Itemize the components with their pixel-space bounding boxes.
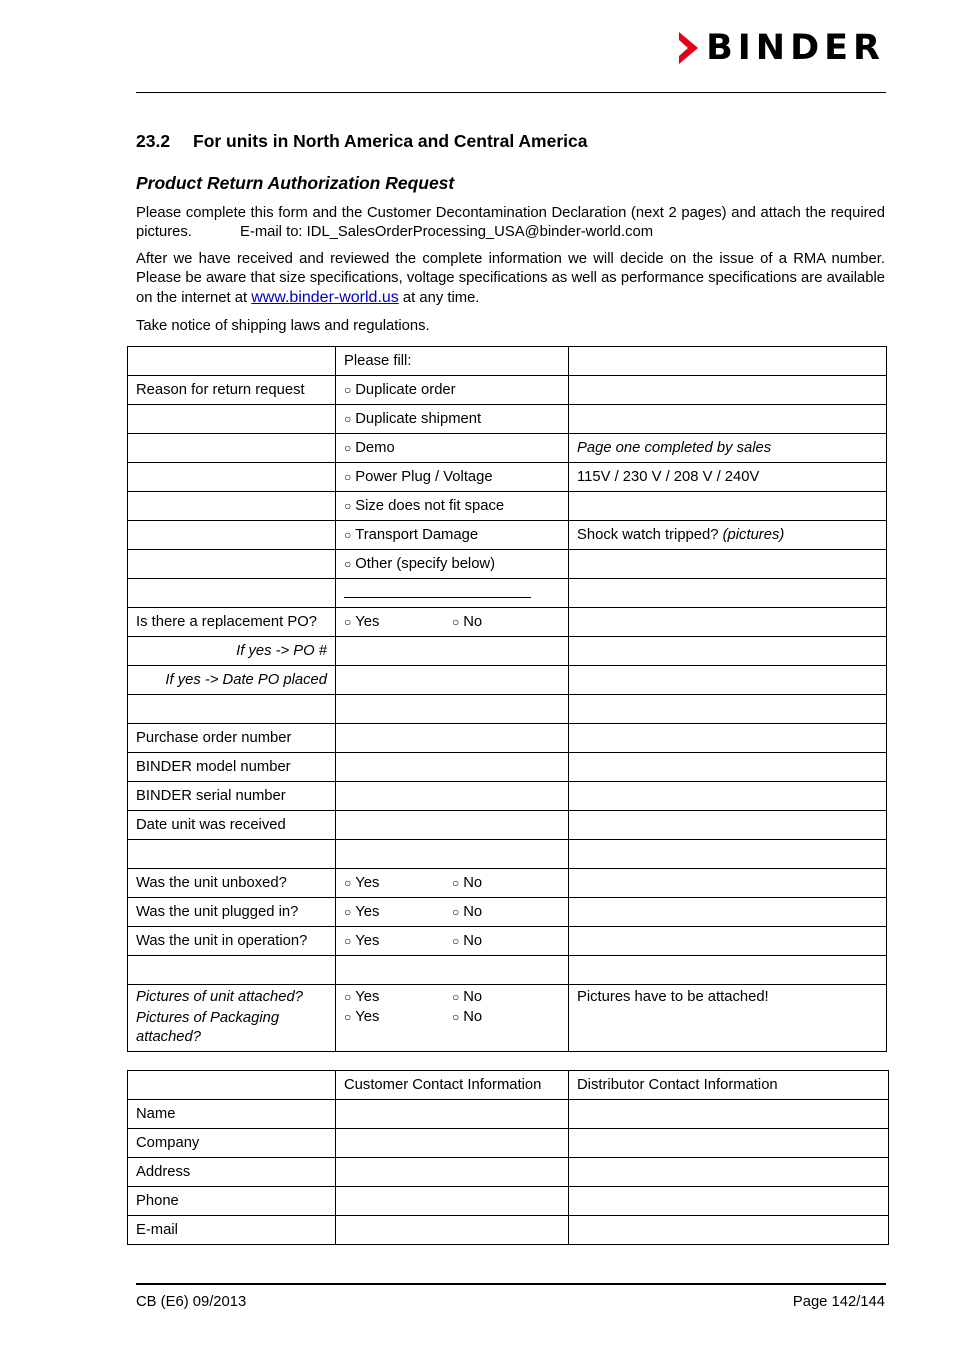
customer-phone-field[interactable]	[336, 1187, 569, 1216]
serial-number-field[interactable]	[336, 782, 569, 811]
table-row	[128, 956, 887, 985]
option-other[interactable]	[336, 550, 569, 579]
no-label: No	[463, 614, 483, 630]
purchase-order-label: Purchase order number	[128, 724, 336, 753]
radio-yes[interactable]	[344, 904, 452, 920]
option-label: Duplicate shipment	[355, 411, 482, 427]
distributor-phone-field[interactable]	[569, 1187, 889, 1216]
radio-yes[interactable]	[344, 1009, 452, 1025]
contact-label-name: Name	[128, 1100, 336, 1129]
intro-paragraph-2	[136, 250, 885, 308]
table-row	[128, 347, 887, 376]
model-number-field[interactable]	[336, 753, 569, 782]
option-size[interactable]	[336, 492, 569, 521]
radio-icon: ○	[344, 412, 352, 426]
table-row	[128, 1216, 889, 1245]
radio-yes[interactable]	[344, 933, 452, 949]
distributor-email-field[interactable]	[569, 1216, 889, 1245]
customer-contact-header: Customer Contact Information	[336, 1071, 569, 1100]
yes-label: Yes	[355, 904, 380, 920]
radio-no[interactable]	[452, 904, 560, 920]
option-duplicate-shipment[interactable]	[336, 405, 569, 434]
no-label: No	[463, 989, 483, 1005]
table-row	[128, 811, 887, 840]
yes-label: Yes	[355, 875, 380, 891]
yes-label: Yes	[355, 989, 380, 1005]
contact-label-phone: Phone	[128, 1187, 336, 1216]
no-label: No	[463, 875, 483, 891]
table-row	[128, 1100, 889, 1129]
pictures-unit-label: Pictures of unit attached?	[136, 989, 303, 1005]
no-label: No	[463, 933, 483, 949]
customer-email-field[interactable]	[336, 1216, 569, 1245]
customer-name-field[interactable]	[336, 1100, 569, 1129]
footer-doc-code: CB (E6) 09/2013	[136, 1294, 247, 1310]
model-number-label: BINDER model number	[128, 753, 336, 782]
purchase-order-field[interactable]	[336, 724, 569, 753]
distributor-address-field[interactable]	[569, 1158, 889, 1187]
radio-icon: ○	[344, 528, 352, 542]
option-label: Demo	[355, 440, 395, 456]
no-label: No	[463, 904, 483, 920]
customer-address-field[interactable]	[336, 1158, 569, 1187]
table-row	[128, 608, 887, 637]
yes-label: Yes	[355, 1009, 380, 1025]
table-row	[128, 753, 887, 782]
table-row	[128, 550, 887, 579]
radio-icon: ○	[452, 615, 460, 629]
binder-logo	[676, 30, 885, 66]
intro-text-2: After we have received and reviewed the complete information we will decide on the issue of a RMA number. Please be aware that size specifications, voltage specifications as well as performance specifications are available on the internet at	[136, 251, 885, 306]
table-row	[128, 927, 887, 956]
radio-icon: ○	[452, 990, 460, 1004]
header-rule	[136, 92, 886, 93]
po-number-field[interactable]	[336, 637, 569, 666]
intro-paragraph-1	[136, 204, 885, 242]
distributor-name-field[interactable]	[569, 1100, 889, 1129]
radio-icon: ○	[344, 499, 352, 513]
option-power-plug[interactable]	[336, 463, 569, 492]
intro-text-2-end: at any time.	[402, 290, 480, 306]
radio-icon: ○	[344, 1010, 352, 1024]
table-row	[128, 840, 887, 869]
table-row	[128, 579, 887, 608]
note-demo: Page one completed by sales	[569, 434, 887, 463]
option-label: Duplicate order	[355, 382, 456, 398]
operation-label: Was the unit in operation?	[128, 927, 336, 956]
option-label: Size does not fit space	[355, 498, 505, 514]
table-row	[128, 521, 887, 550]
red-triangle-arrow-icon	[676, 30, 702, 66]
customer-company-field[interactable]	[336, 1129, 569, 1158]
no-label: No	[463, 1009, 483, 1025]
table-row	[128, 782, 887, 811]
option-transport-damage[interactable]	[336, 521, 569, 550]
table-row	[128, 1071, 889, 1100]
table-row	[128, 463, 887, 492]
section-title: For units in North America and Central America	[193, 131, 588, 151]
serial-number-label: BINDER serial number	[128, 782, 336, 811]
table-row	[128, 666, 887, 695]
table-row	[128, 985, 887, 1052]
footer-rule	[136, 1283, 886, 1285]
radio-icon: ○	[344, 990, 352, 1004]
note-text: Shock watch tripped?	[577, 527, 719, 543]
note-transport	[569, 521, 887, 550]
po-date-label: If yes -> Date PO placed	[128, 666, 336, 695]
section-heading	[136, 131, 587, 152]
note-italic: (pictures)	[722, 527, 785, 543]
radio-icon: ○	[344, 557, 352, 571]
radio-icon: ○	[344, 441, 352, 455]
radio-yes[interactable]	[344, 989, 452, 1005]
radio-icon: ○	[344, 934, 352, 948]
po-date-field[interactable]	[336, 666, 569, 695]
distributor-company-field[interactable]	[569, 1129, 889, 1158]
radio-no[interactable]	[452, 933, 560, 949]
please-fill-header: Please fill:	[336, 347, 569, 376]
radio-icon: ○	[344, 905, 352, 919]
yes-label: Yes	[355, 614, 380, 630]
contact-label-company: Company	[128, 1129, 336, 1158]
radio-icon: ○	[452, 905, 460, 919]
option-label: Other (specify below)	[355, 556, 496, 572]
section-number: 23.2	[136, 131, 171, 151]
radio-yes[interactable]	[344, 875, 452, 891]
yes-label: Yes	[355, 933, 380, 949]
option-demo[interactable]	[336, 434, 569, 463]
return-request-form	[127, 346, 887, 1052]
radio-icon: ○	[452, 876, 460, 890]
table-row	[128, 376, 887, 405]
table-row	[128, 492, 887, 521]
form-title: Product Return Authorization Request	[136, 173, 455, 193]
table-row	[128, 1158, 889, 1187]
contact-label-email: E-mail	[128, 1216, 336, 1245]
radio-yes[interactable]	[344, 614, 452, 630]
table-row	[128, 405, 887, 434]
website-link[interactable]: www.binder-world.us	[251, 289, 399, 306]
intro-text-1: Please complete this form and the Customer Decontamination Declaration (next 2 pages) and attach the required pictures.	[136, 205, 885, 240]
table-row	[128, 1129, 889, 1158]
other-specify-field[interactable]	[336, 579, 569, 608]
option-label: Power Plug / Voltage	[355, 469, 493, 485]
email-line: E-mail to: IDL_SalesOrderProcessing_USA@binder-world.com	[240, 224, 654, 240]
blank-line	[344, 585, 531, 598]
radio-icon: ○	[452, 934, 460, 948]
contact-information-table	[127, 1070, 889, 1245]
table-row	[128, 695, 887, 724]
radio-no[interactable]	[452, 1009, 560, 1025]
table-row	[128, 869, 887, 898]
table-row	[128, 898, 887, 927]
pictures-note: Pictures have to be attached!	[569, 985, 887, 1052]
unboxed-label: Was the unit unboxed?	[128, 869, 336, 898]
pictures-packaging-label: Pictures of Packaging attached?	[136, 1010, 280, 1045]
radio-icon: ○	[344, 470, 352, 484]
plugged-label: Was the unit plugged in?	[128, 898, 336, 927]
radio-icon: ○	[452, 1010, 460, 1024]
note-power: 115V / 230 V / 208 V / 240V	[569, 463, 887, 492]
radio-icon: ○	[344, 615, 352, 629]
po-number-label: If yes -> PO #	[128, 637, 336, 666]
contact-label-address: Address	[128, 1158, 336, 1187]
intro-paragraph-3: Take notice of shipping laws and regulations.	[136, 318, 430, 334]
table-row	[128, 724, 887, 753]
reason-label: Reason for return request	[128, 376, 336, 405]
replacement-po-label: Is there a replacement PO?	[128, 608, 336, 637]
table-row	[128, 434, 887, 463]
radio-icon: ○	[344, 876, 352, 890]
distributor-contact-header: Distributor Contact Information	[569, 1071, 889, 1100]
table-row	[128, 1187, 889, 1216]
date-received-field[interactable]	[336, 811, 569, 840]
radio-no[interactable]	[452, 614, 560, 630]
date-received-label: Date unit was received	[128, 811, 336, 840]
radio-no[interactable]	[452, 875, 560, 891]
table-row	[128, 637, 887, 666]
radio-icon: ○	[344, 383, 352, 397]
radio-no[interactable]	[452, 989, 560, 1005]
option-label: Transport Damage	[355, 527, 479, 543]
footer-page-number: Page 142/144	[792, 1294, 885, 1310]
logo-text: BINDER	[706, 28, 885, 68]
option-duplicate-order[interactable]	[336, 376, 569, 405]
